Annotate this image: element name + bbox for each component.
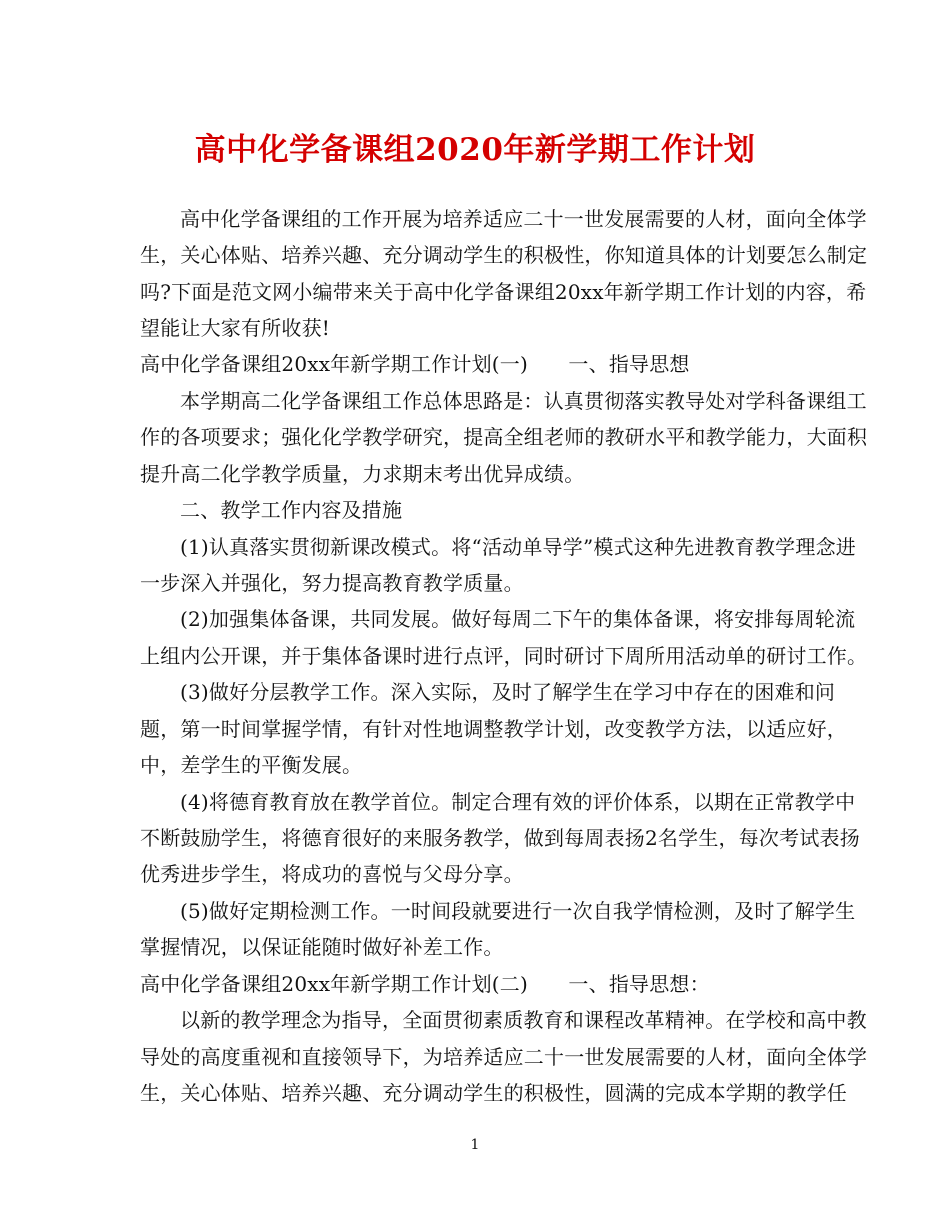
body-line: 作的各项要求；强化化学教学研究，提高全组老师的教研水平和教学能力，大面积 xyxy=(140,425,868,449)
body-line: 不断鼓励学生，将德育很好的来服务教学，做到每周表扬2名学生，每次考试表扬 xyxy=(140,826,860,850)
body-line: 上组内公开课，并于集体备课时进行点评，同时研讨下周所用活动单的研讨工作。 xyxy=(140,644,868,668)
body-line: (1)认真落实贯彻新课改模式。将“活动单导学”模式这种先进教育教学理念进 xyxy=(180,535,856,559)
body-line: 掌握情况，以保证能随时做好补差工作。 xyxy=(140,935,504,959)
body-line: (5)做好定期检测工作。一时间段就要进行一次自我学情检测，及时了解学生 xyxy=(180,899,856,923)
body-line: 本学期高二化学备课组工作总体思路是：认真贯彻落实教导处对学科备课组工 xyxy=(180,389,867,413)
body-line: 中，差学生的平衡发展。 xyxy=(140,753,363,777)
body-line: (2)加强集体备课，共同发展。做好每周二下午的集体备课，将安排每周轮流 xyxy=(180,607,856,631)
body-line: 以新的教学理念为指导，全面贯彻素质教育和课程改革精神。在学校和高中教 xyxy=(180,1008,867,1032)
section-heading-line: 高中化学备课组20xx年新学期工作计划(二) 一、指导思想： xyxy=(140,972,710,996)
section-heading-line: 高中化学备课组20xx年新学期工作计划(一) 一、指导思想 xyxy=(140,352,690,376)
body-line: 生，关心体贴、培养兴趣、充分调动学生的积极性，圆满的完成本学期的教学任 xyxy=(140,1081,847,1105)
body-line: 提升高二化学教学质量，力求期末考出优异成绩。 xyxy=(140,462,585,486)
body-line: 题，第一时间掌握学情，有针对性地调整教学计划，改变教学方法，以适应好， xyxy=(140,717,847,741)
body-line: 一步深入并强化，努力提高教育教学质量。 xyxy=(140,571,524,595)
body-line: 望能让大家有所收获! xyxy=(140,316,331,340)
body-line: (3)做好分层教学工作。深入实际，及时了解学生在学习中存在的困难和问 xyxy=(180,680,836,704)
body-line: 高中化学备课组的工作开展为培养适应二十一世发展需要的人材，面向全体学 xyxy=(180,207,867,231)
body-line: 吗?下面是范文网小编带来关于高中化学备课组20xx年新学期工作计划的内容，希 xyxy=(140,280,867,304)
section-heading-line: 二、教学工作内容及措施 xyxy=(180,498,403,522)
body-line: 优秀进步学生，将成功的喜悦与父母分享。 xyxy=(140,862,524,886)
document-title: 高中化学备课组2020年新学期工作计划 xyxy=(194,132,756,168)
body-line: (4)将德育教育放在教学首位。制定合理有效的评价体系，以期在正常教学中 xyxy=(180,790,856,814)
body-line: 生，关心体贴、培养兴趣、充分调动学生的积极性，你知道具体的计划要怎么制定 xyxy=(140,243,868,267)
body-line: 导处的高度重视和直接领导下，为培养适应二十一世发展需要的人材，面向全体学 xyxy=(140,1045,868,1069)
page-number: 1 xyxy=(470,1137,480,1153)
